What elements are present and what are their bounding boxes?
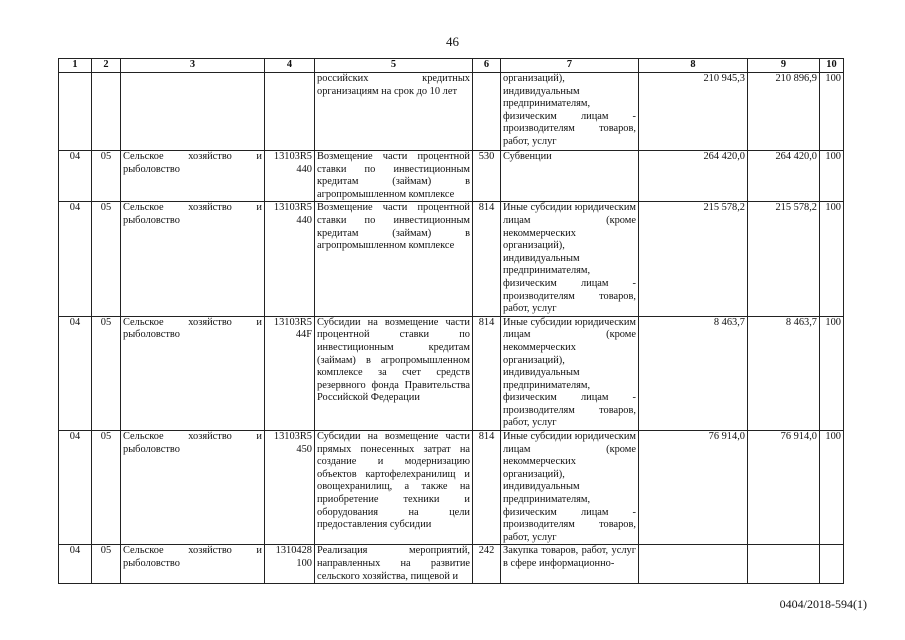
expense-type-cell: 242 (473, 545, 501, 584)
budget-table (58, 58, 844, 584)
section-cell: 04 (59, 431, 92, 545)
article-name-cell: Реализация мероприятий, направленных на развитие сельского хозяйства, пищевой и (315, 545, 473, 584)
header-cell: 8 (639, 59, 748, 73)
article-name-cell: Субсидии на возмещение части процентной ставки по инвестиционным кредитам (займам) в агропромышленном комплексе за счет средств резервного фонда Правительства Российской Федерации (315, 316, 473, 430)
header-cell: 1 (59, 59, 92, 73)
table-row (59, 151, 844, 202)
header-cell: 7 (501, 59, 639, 73)
expense-type-name-cell: организаций), индивидуальным предпринимателям, физическим лицам - производителям товаров, работ, услуг (501, 73, 639, 151)
section-cell (59, 73, 92, 151)
expense-type-name-cell: Закупка товаров, работ, услуг в сфере информационно- (501, 545, 639, 584)
header-cell: 9 (748, 59, 820, 73)
expense-type-cell: 814 (473, 202, 501, 316)
header-cell: 2 (92, 59, 121, 73)
target-article-cell: 13103R5 440 (265, 202, 315, 316)
header-cell: 4 (265, 59, 315, 73)
header-cell: 5 (315, 59, 473, 73)
section-cell: 04 (59, 151, 92, 202)
expense-type-name-cell: Иные субсидии юридическим лицам (кроме некоммерческих организаций), индивидуальным предпринимателям, физическим лицам - производителям товаров, работ, услуг (501, 431, 639, 545)
table-row (59, 316, 844, 430)
document-code: 0404/2018-594(1) (779, 597, 867, 611)
page-number: 46 (446, 34, 459, 49)
section-name-cell (121, 73, 265, 151)
target-article-cell: 1310428 100 (265, 545, 315, 584)
header-cell: 6 (473, 59, 501, 73)
table-row (59, 431, 844, 545)
actual-amount-cell: 264 420,0 (748, 151, 820, 202)
article-name-cell: российских кредитных организациям на срок до 10 лет (315, 73, 473, 151)
header-cell: 3 (121, 59, 265, 73)
section-name-cell: Сельское хозяйство и рыболовство (121, 202, 265, 316)
header-row (59, 59, 844, 73)
expense-type-cell: 530 (473, 151, 501, 202)
header-cell: 10 (820, 59, 844, 73)
subsection-cell: 05 (92, 151, 121, 202)
article-name-cell: Возмещение части процентной ставки по инвестиционным кредитам (займам) в агропромышленном комплексе (315, 202, 473, 316)
actual-amount-cell (748, 545, 820, 584)
table-row (59, 202, 844, 316)
section-name-cell: Сельское хозяйство и рыболовство (121, 151, 265, 202)
expense-type-name-cell: Иные субсидии юридическим лицам (кроме некоммерческих организаций), индивидуальным предпринимателям, физическим лицам - производителям товаров, работ, услуг (501, 202, 639, 316)
actual-amount-cell: 210 896,9 (748, 73, 820, 151)
target-article-cell: 13103R5 440 (265, 151, 315, 202)
target-article-cell: 13103R5 450 (265, 431, 315, 545)
table-row (59, 73, 844, 151)
subsection-cell (92, 73, 121, 151)
planned-amount-cell: 8 463,7 (639, 316, 748, 430)
planned-amount-cell: 76 914,0 (639, 431, 748, 545)
expense-type-cell: 814 (473, 316, 501, 430)
expense-type-cell: 814 (473, 431, 501, 545)
actual-amount-cell: 8 463,7 (748, 316, 820, 430)
section-name-cell: Сельское хозяйство и рыболовство (121, 431, 265, 545)
actual-amount-cell: 76 914,0 (748, 431, 820, 545)
subsection-cell: 05 (92, 316, 121, 430)
expense-type-name-cell: Иные субсидии юридическим лицам (кроме некоммерческих организаций), индивидуальным предпринимателям, физическим лицам - производителям товаров, работ, услуг (501, 316, 639, 430)
planned-amount-cell: 264 420,0 (639, 151, 748, 202)
article-name-cell: Субсидии на возмещение части прямых понесенных затрат на создание и модернизацию объектов картофелехранилищ и овощехранилищ, а также на приобретение техники и оборудования на цели предоставления субсидии (315, 431, 473, 545)
expense-type-cell (473, 73, 501, 151)
percent-cell: 100 (820, 151, 844, 202)
percent-cell: 100 (820, 73, 844, 151)
section-cell: 04 (59, 545, 92, 584)
section-name-cell: Сельское хозяйство и рыболовство (121, 316, 265, 430)
section-name-cell: Сельское хозяйство и рыболовство (121, 545, 265, 584)
percent-cell: 100 (820, 431, 844, 545)
subsection-cell: 05 (92, 431, 121, 545)
article-name-cell: Возмещение части процентной ставки по инвестиционным кредитам (займам) в агропромышленном комплексе (315, 151, 473, 202)
planned-amount-cell: 215 578,2 (639, 202, 748, 316)
percent-cell (820, 545, 844, 584)
section-cell: 04 (59, 202, 92, 316)
actual-amount-cell: 215 578,2 (748, 202, 820, 316)
target-article-cell (265, 73, 315, 151)
planned-amount-cell: 210 945,3 (639, 73, 748, 151)
subsection-cell: 05 (92, 545, 121, 584)
target-article-cell: 13103R5 44F (265, 316, 315, 430)
subsection-cell: 05 (92, 202, 121, 316)
table-row (59, 545, 844, 584)
planned-amount-cell (639, 545, 748, 584)
percent-cell: 100 (820, 202, 844, 316)
percent-cell: 100 (820, 316, 844, 430)
expense-type-name-cell: Субвенции (501, 151, 639, 202)
section-cell: 04 (59, 316, 92, 430)
